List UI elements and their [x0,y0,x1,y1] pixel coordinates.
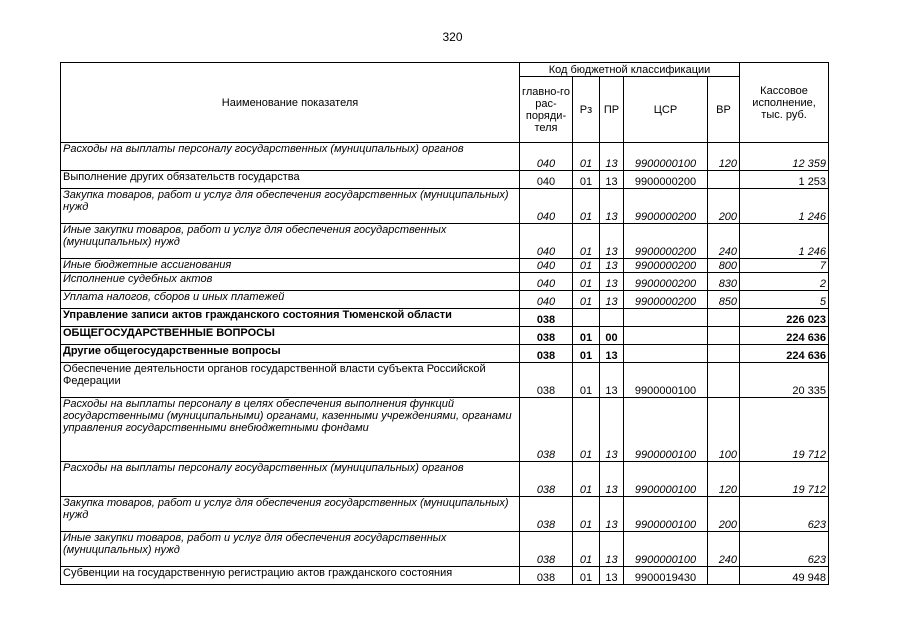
row-pr: 13 [600,567,624,585]
row-rz: 01 [573,224,600,259]
row-amount: 12 359 [740,143,829,171]
row-vr: 120 [708,143,740,171]
row-pr: 13 [600,224,624,259]
header-csr: ЦСР [624,77,708,143]
row-gr: 040 [520,273,573,291]
table-row [61,291,829,309]
row-gr: 038 [520,327,573,345]
row-gr: 040 [520,291,573,309]
row-amount: 19 712 [740,398,829,462]
table-row [61,327,829,345]
row-name: Закупка товаров, работ и услуг для обеспечения государственных (муниципальных) нужд [61,497,520,532]
row-csr: 9900000200 [624,189,708,224]
row-vr [708,309,740,327]
row-amount: 224 636 [740,327,829,345]
row-pr: 13 [600,259,624,273]
header-code-group: Код бюджетной классификации [520,63,740,77]
row-name: Иные бюджетные ассигнования [61,259,520,273]
row-csr: 9900000200 [624,291,708,309]
row-rz: 01 [573,143,600,171]
row-csr: 9900000100 [624,462,708,497]
row-vr: 200 [708,497,740,532]
row-csr: 9900000100 [624,532,708,567]
header-gr: главно-го рас-поряди-теля [520,77,573,143]
row-vr: 120 [708,462,740,497]
row-amount: 226 023 [740,309,829,327]
row-rz: 01 [573,363,600,398]
row-amount: 224 636 [740,345,829,363]
row-pr: 00 [600,327,624,345]
header-amount: Кассовое исполнение, тыс. руб. [740,63,829,143]
row-name: Закупка товаров, работ и услуг для обеспечения государственных (муниципальных) нужд [61,189,520,224]
row-gr: 040 [520,224,573,259]
row-gr: 038 [520,567,573,585]
table-row [61,567,829,585]
row-vr: 200 [708,189,740,224]
row-amount: 5 [740,291,829,309]
row-amount: 7 [740,259,829,273]
row-name: Управление записи актов гражданского состояния Тюменской области [61,309,520,327]
page-number: 320 [442,30,463,44]
row-pr: 13 [600,363,624,398]
row-amount: 623 [740,532,829,567]
row-vr [708,171,740,189]
row-amount: 2 [740,273,829,291]
row-rz: 01 [573,291,600,309]
row-csr: 9900000100 [624,143,708,171]
row-name: Обеспечение деятельности органов государственной власти субъекта Российской Федерации [61,363,520,398]
row-rz: 01 [573,398,600,462]
row-gr: 040 [520,259,573,273]
row-gr: 040 [520,171,573,189]
row-pr: 13 [600,398,624,462]
row-name: Другие общегосударственные вопросы [61,345,520,363]
row-pr: 13 [600,189,624,224]
row-vr: 800 [708,259,740,273]
row-name: Выполнение других обязательств государства [61,171,520,189]
row-gr: 040 [520,143,573,171]
row-gr: 040 [520,189,573,224]
row-vr [708,345,740,363]
row-name: Расходы на выплаты персоналу в целях обеспечения выполнения функций государственными (муниципальными) органами, казенными учреждениями, органами управления государственными внебюджетными фондами [61,398,520,462]
row-csr: 9900019430 [624,567,708,585]
row-name: ОБЩЕГОСУДАРСТВЕННЫЕ ВОПРОСЫ [61,327,520,345]
row-pr: 13 [600,143,624,171]
row-rz: 01 [573,345,600,363]
row-vr: 100 [708,398,740,462]
row-name: Иные закупки товаров, работ и услуг для обеспечения государственных (муниципальных) нужд [61,532,520,567]
row-vr [708,327,740,345]
row-vr: 850 [708,291,740,309]
row-gr: 038 [520,532,573,567]
row-rz: 01 [573,327,600,345]
row-gr: 038 [520,363,573,398]
row-amount: 1 246 [740,224,829,259]
row-csr: 9900000100 [624,398,708,462]
table-row [61,462,829,497]
header-row-top [61,63,829,77]
header-pr: ПР [600,77,624,143]
row-rz: 01 [573,532,600,567]
row-pr: 13 [600,273,624,291]
row-pr: 13 [600,345,624,363]
row-name: Расходы на выплаты персоналу государственных (муниципальных) органов [61,462,520,497]
table-row [61,532,829,567]
row-rz: 01 [573,567,600,585]
row-name: Субвенции на государственную регистрацию актов гражданского состояния [61,567,520,585]
row-pr: 13 [600,291,624,309]
budget-table [60,62,829,585]
row-rz: 01 [573,462,600,497]
row-vr: 240 [708,532,740,567]
table-row [61,143,829,171]
row-rz [573,309,600,327]
row-csr: 9900000100 [624,363,708,398]
row-csr: 9900000200 [624,273,708,291]
row-amount: 20 335 [740,363,829,398]
row-rz: 01 [573,189,600,224]
row-gr: 038 [520,398,573,462]
header-rz: Рз [573,77,600,143]
row-gr: 038 [520,462,573,497]
table-row [61,398,829,462]
table-row [61,259,829,273]
row-pr [600,309,624,327]
row-vr: 240 [708,224,740,259]
row-csr: 9900000200 [624,171,708,189]
table-row [61,309,829,327]
row-amount: 19 712 [740,462,829,497]
row-amount: 1 246 [740,189,829,224]
table-row [61,273,829,291]
row-gr: 038 [520,497,573,532]
table-row [61,224,829,259]
row-name: Исполнение судебных актов [61,273,520,291]
row-vr [708,363,740,398]
row-name: Расходы на выплаты персоналу государственных (муниципальных) органов [61,143,520,171]
row-vr: 830 [708,273,740,291]
table-row [61,345,829,363]
row-vr [708,567,740,585]
row-csr [624,309,708,327]
row-amount: 49 948 [740,567,829,585]
row-pr: 13 [600,532,624,567]
row-pr: 13 [600,171,624,189]
table-row [61,189,829,224]
table-row [61,497,829,532]
row-pr: 13 [600,497,624,532]
row-csr: 9900000100 [624,497,708,532]
row-csr: 9900000200 [624,224,708,259]
row-gr: 038 [520,309,573,327]
header-vr: ВР [708,77,740,143]
row-rz: 01 [573,171,600,189]
row-name: Иные закупки товаров, работ и услуг для обеспечения государственных (муниципальных) нужд [61,224,520,259]
table-row [61,171,829,189]
row-pr: 13 [600,462,624,497]
row-rz: 01 [573,259,600,273]
header-name: Наименование показателя [61,63,520,143]
row-rz: 01 [573,273,600,291]
row-csr [624,345,708,363]
row-gr: 038 [520,345,573,363]
row-csr [624,327,708,345]
row-amount: 623 [740,497,829,532]
table-row [61,363,829,398]
row-amount: 1 253 [740,171,829,189]
row-rz: 01 [573,497,600,532]
row-csr: 9900000200 [624,259,708,273]
row-name: Уплата налогов, сборов и иных платежей [61,291,520,309]
